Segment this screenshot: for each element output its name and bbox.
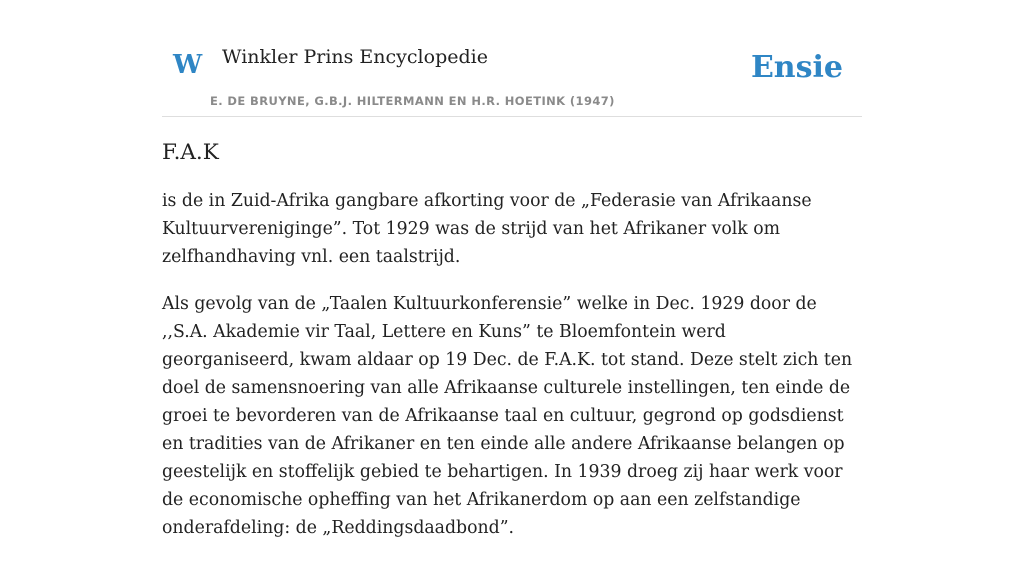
encyclopedia-authors: E. DE BRUYNE, G.B.J. HILTERMANN EN H.R. HOETINK (1947) (210, 94, 615, 108)
header (162, 0, 862, 117)
brand-logo-link[interactable]: Ensie (750, 50, 843, 85)
encyclopedia-title[interactable]: Winkler Prins Encyclopedie (222, 46, 488, 68)
article (162, 138, 862, 561)
encyclopedia-logo[interactable]: W (173, 50, 203, 80)
entry-paragraph: Als gevolg van de „Taalen Kultuurkonferensie” welke in Dec. 1929 door de ,,S.A. Akademie vir Taal, Lettere en Kuns” te Bloemfontein werd georganiseerd, kwam aldaar op 19 Dec. de F.A.K. tot stand. Deze stelt zich ten doel de samensnoering van alle Afrikaanse culturele instellingen, ten einde de groei te bevorderen van de Afrikaanse taal en cultuur, gegrond op godsdienst en tradities van de Afrikaner en ten einde alle andere Afrikaanse belangen op geestelijk en stoffelijk gebied te behartigen. In 1939 droeg zij haar werk voor de economische opheffing van het Afrikanerdom op aan een zelfstandige onderafdeling: de „Reddingsdaadbond”. (162, 294, 853, 539)
entry-title: F.A.K (162, 140, 219, 165)
entry-paragraph: is de in Zuid-Afrika gangbare afkorting voor de „Federasie van Afrikaanse Kultuurvereniginge”. Tot 1929 was de strijd van het Afrikaner volk om zelfhandhaving vnl. een taalstrijd. (162, 191, 812, 268)
